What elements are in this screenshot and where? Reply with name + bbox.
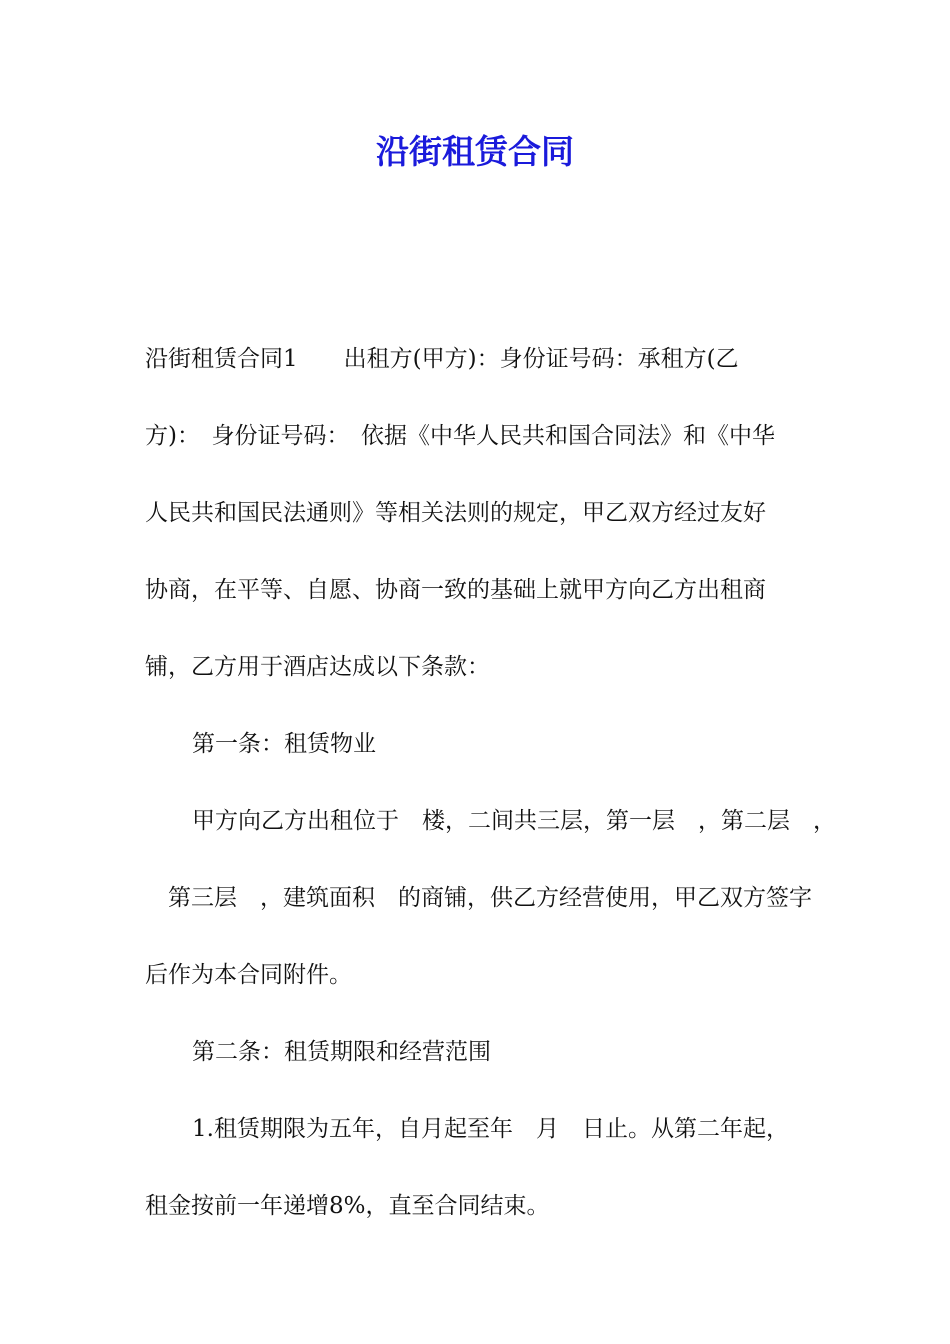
article-2-line-1: 1.租赁期限为五年，自月起至年 月 日止。从第二年起， [192, 1116, 789, 1142]
article-1-heading: 第一条：租赁物业 [192, 731, 376, 757]
document-title: 沿街租赁合同 [376, 132, 574, 171]
article-1-line-2: 第三层 ，建筑面积 的商铺，供乙方经营使用，甲乙双方签字 [145, 885, 812, 911]
body-line-1: 沿街租赁合同1 出租方(甲方)：身份证号码：承租方(乙 [145, 346, 739, 372]
article-1-line-3: 后作为本合同附件。 [145, 962, 352, 988]
body-line-4: 协商，在平等、自愿、协商一致的基础上就甲方向乙方出租商 [145, 577, 766, 603]
body-line-2: 方)： 身份证号码： 依据《中华人民共和国合同法》和《中华 [145, 423, 775, 449]
body-line-5: 铺，乙方用于酒店达成以下条款： [145, 654, 490, 680]
body-line-3: 人民共和国民法通则》等相关法则的规定，甲乙双方经过友好 [145, 500, 766, 526]
article-2-heading: 第二条：租赁期限和经营范围 [192, 1039, 491, 1065]
article-1-line-1: 甲方向乙方出租位于 楼，二间共三层，第一层 ，第二层 ， [192, 808, 836, 834]
contract-body [145, 321, 836, 1245]
article-2-line-2: 租金按前一年递增8%，直至合同结束。 [145, 1193, 550, 1219]
